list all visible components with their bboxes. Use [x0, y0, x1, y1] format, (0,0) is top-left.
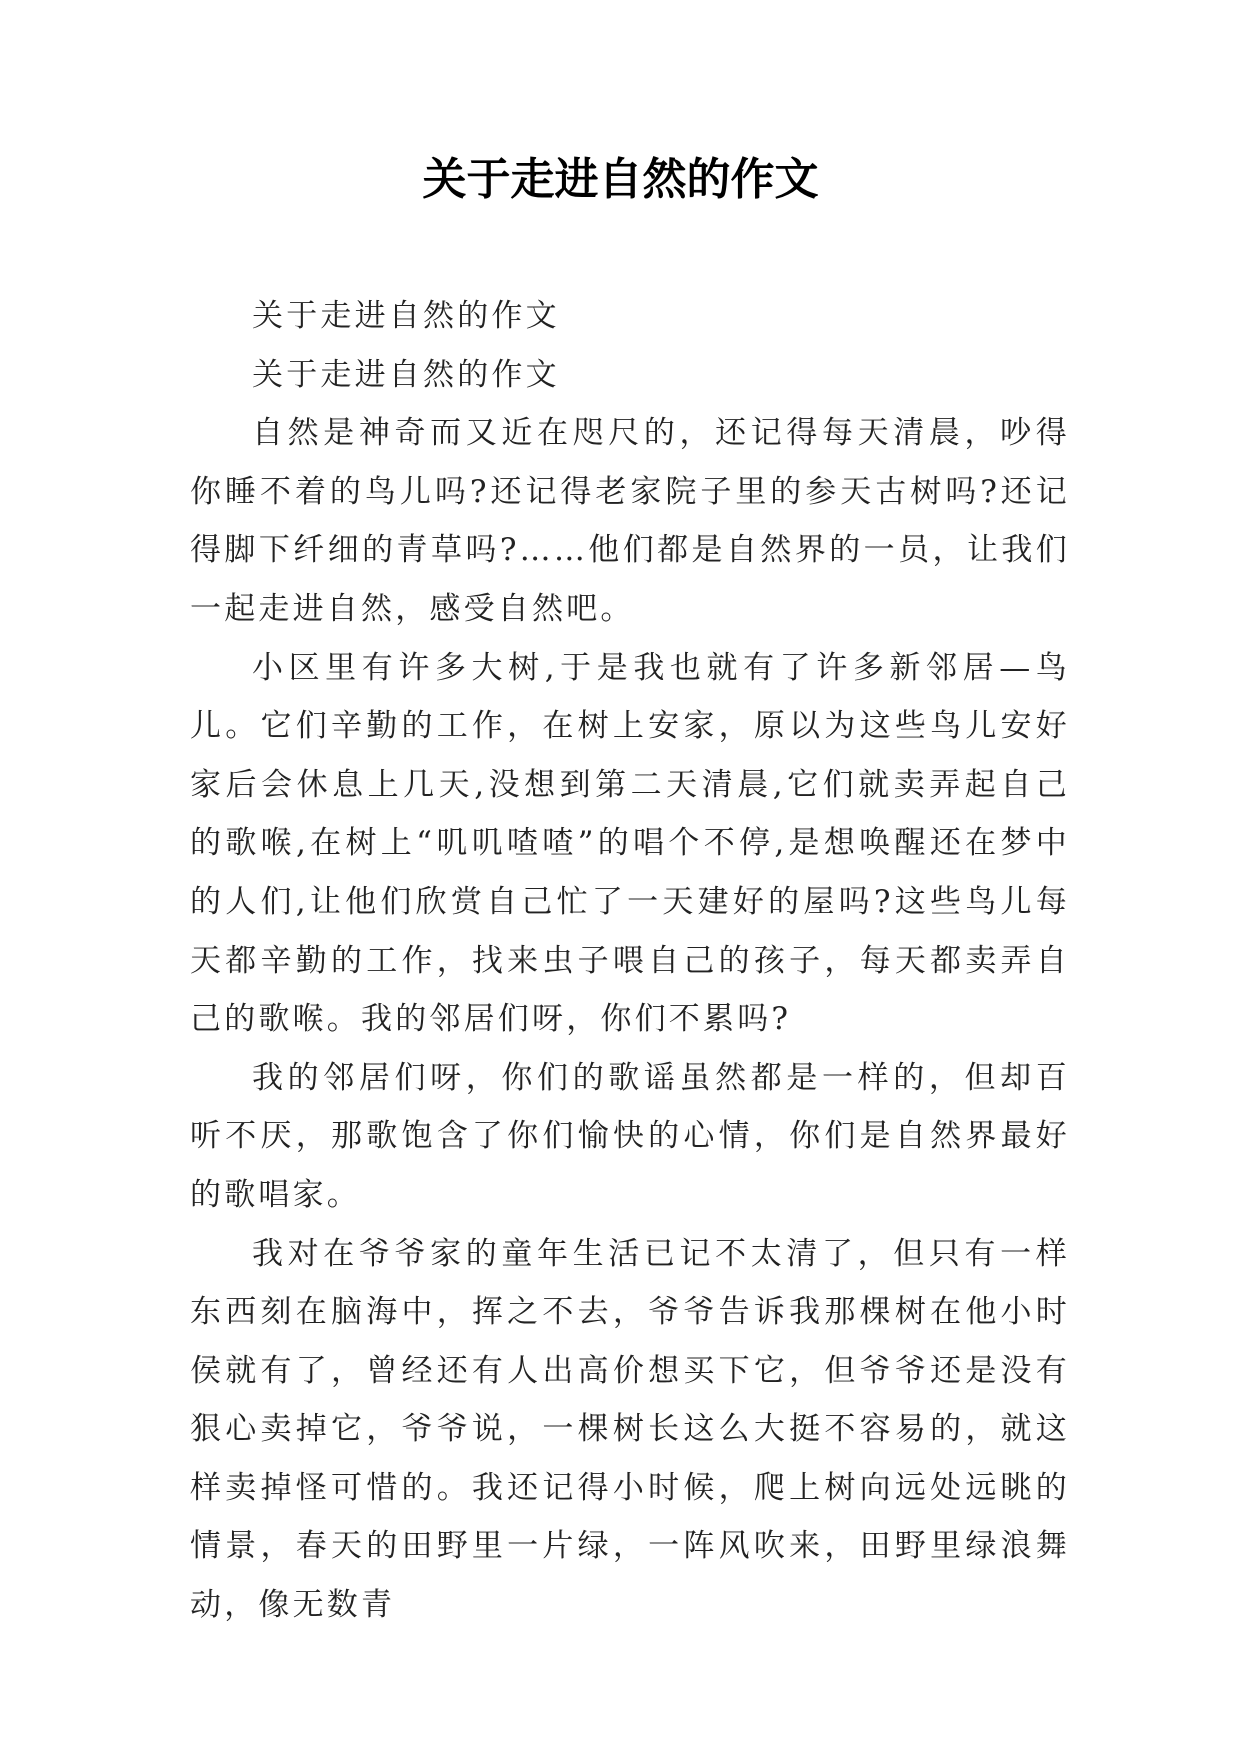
- paragraph-subtitle-1: 关于走进自然的作文: [252, 298, 560, 334]
- paragraph-birds: 小区里有许多大树,于是我也就有了许多新邻居—鸟儿。它们辛勤的工作，在树上安家，原以为这些鸟儿安好家后会休息上几天,没想到第二天清晨,它们就卖弄起自己的歌喉,在树上“叽叽喳喳”的唱个不停,是想唤醒还在梦中的人们,让他们欣赏自己忙了一天建好的屋吗?这些鸟儿每天都辛勤的工作，找来虫子喂自己的孩子，每天都卖弄自己的歌喉。我的邻居们呀，你们不累吗?: [190, 649, 1070, 1038]
- paragraph-subtitle-2: 关于走进自然的作文: [252, 356, 560, 393]
- document-body: [190, 287, 1070, 1635]
- document-title: 关于走进自然的作文: [422, 154, 819, 205]
- paragraph-grandpa-tree: 我对在爷爷家的童年生活已记不太清了，但只有一样东西刻在脑海中，挥之不去，爷爷告诉我那棵树在他小时侯就有了，曾经还有人出高价想买下它，但爷爷还是没有狠心卖掉它，爷爷说，一棵树长这么大挺不容易的，就这样卖掉怪可惜的。我还记得小时候，爬上树向远处远眺的情景，春天的田野里一片绿，一阵风吹来，田野里绿浪舞动，像无数青: [190, 1235, 1070, 1624]
- paragraph-intro: 自然是神奇而又近在咫尺的，还记得每天清晨，吵得你睡不着的鸟儿吗?还记得老家院子里的参天古树吗?还记得脚下纤细的青草吗?……他们都是自然界的一员，让我们一起走进自然，感受自然吧。: [190, 415, 1070, 627]
- paragraph-neighbors: 我的邻居们呀，你们的歌谣虽然都是一样的，但却百听不厌，那歌饱含了你们愉快的心情，你们是自然界最好的歌唱家。: [190, 1059, 1070, 1213]
